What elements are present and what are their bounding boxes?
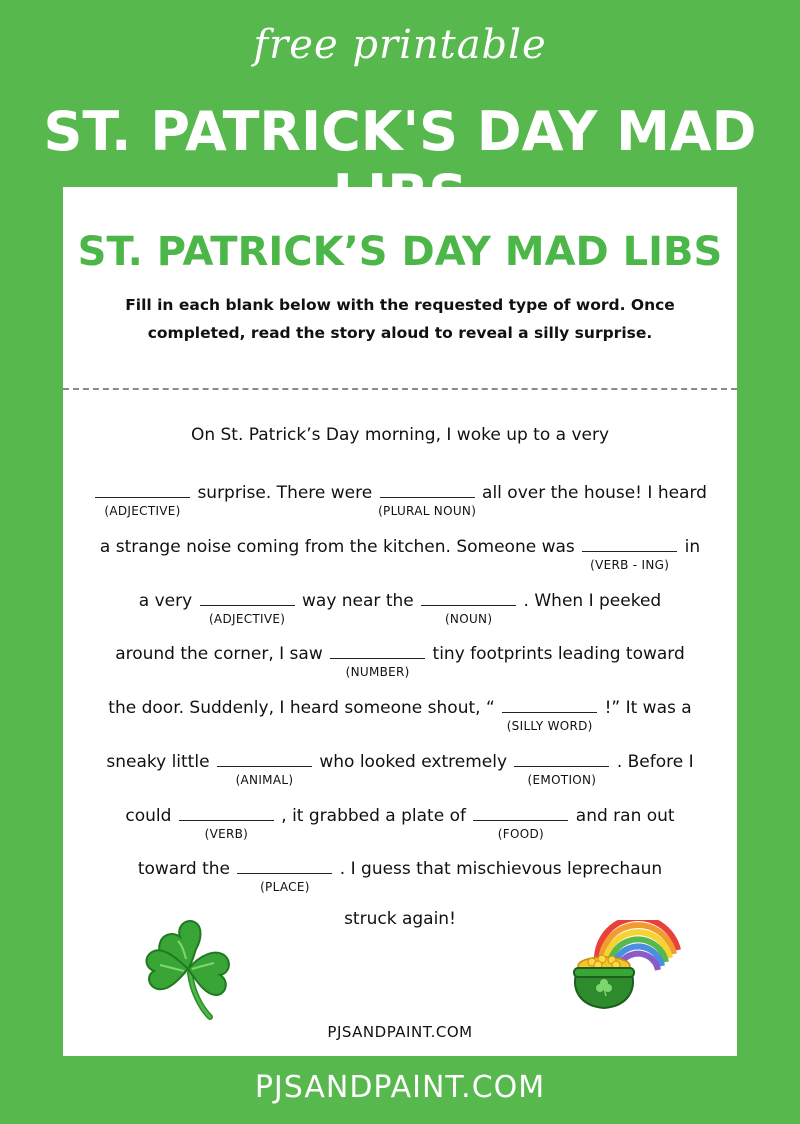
pot-of-gold-rainbow-icon bbox=[568, 920, 683, 1015]
instructions-line-2: completed, read the story aloud to reveal a silly surprise. bbox=[147, 324, 653, 342]
story-text: tiny footprints leading toward bbox=[432, 644, 685, 664]
shamrock-icon bbox=[138, 915, 238, 1021]
blank-number[interactable] bbox=[330, 640, 425, 679]
hint-adjective: (ADJECTIVE) bbox=[208, 612, 286, 626]
story-line-7 bbox=[63, 748, 737, 787]
blank-animal[interactable] bbox=[217, 748, 312, 787]
blank-place[interactable] bbox=[237, 855, 332, 894]
hint-noun: (NOUN) bbox=[444, 612, 493, 626]
blank-silly-word[interactable] bbox=[502, 694, 597, 733]
printable-sheet bbox=[63, 187, 737, 1056]
page-title: ST. PATRICK'S DAY MAD bbox=[43, 100, 757, 163]
hint-number: (NUMBER) bbox=[345, 665, 410, 679]
hint-plural-noun: (PLURAL NOUN) bbox=[378, 504, 477, 518]
free-printable-script: free printable bbox=[253, 22, 547, 68]
story-line-2 bbox=[63, 479, 737, 518]
story-text: surprise. There were bbox=[197, 483, 373, 503]
story-text: sneaky little bbox=[106, 752, 210, 772]
hint-place: (PLACE) bbox=[260, 880, 310, 894]
story-line-5 bbox=[63, 640, 737, 679]
blank-verb-ing[interactable] bbox=[582, 533, 677, 572]
story-text: could bbox=[125, 806, 172, 826]
blank-emotion[interactable] bbox=[514, 748, 609, 787]
story-text: a strange noise coming from the kitchen. Someone was bbox=[99, 537, 575, 557]
story-text: who looked extremely bbox=[319, 752, 508, 772]
story-text: and ran out bbox=[575, 806, 675, 826]
story-text: On St. Patrick’s Day morning, I woke up to a very bbox=[190, 425, 610, 445]
blank-noun[interactable] bbox=[421, 587, 516, 626]
hint-verb: (VERB) bbox=[204, 827, 249, 841]
story-text: . I guess that mischievous leprechaun bbox=[339, 859, 663, 879]
story-line-4 bbox=[63, 587, 737, 626]
story-text: toward the bbox=[137, 859, 230, 879]
story-text: around the corner, I saw bbox=[115, 644, 323, 664]
blank-adjective-2[interactable] bbox=[200, 587, 295, 626]
instructions-line-1: Fill in each blank below with the requested type of word. Once bbox=[125, 296, 675, 314]
cut-line-divider bbox=[63, 388, 737, 390]
instructions bbox=[103, 291, 697, 347]
hint-emotion: (EMOTION) bbox=[527, 773, 597, 787]
story-text: a very bbox=[138, 591, 193, 611]
sheet-footer-url: PJSANDPAINT.COM bbox=[327, 1023, 473, 1041]
story-text: , it grabbed a plate of bbox=[281, 806, 466, 826]
story-line-3 bbox=[63, 533, 737, 572]
blank-food[interactable] bbox=[473, 802, 568, 841]
blank-plural-noun[interactable] bbox=[378, 479, 477, 518]
story-line-9 bbox=[63, 855, 737, 894]
hint-silly-word: (SILLY WORD) bbox=[506, 719, 593, 733]
story-text: struck again! bbox=[344, 909, 456, 929]
hint-animal: (ANIMAL) bbox=[235, 773, 294, 787]
hint-verb-ing: (VERB - ING) bbox=[590, 558, 670, 572]
blank-adjective[interactable] bbox=[95, 479, 190, 518]
story-text: !” It was a bbox=[604, 698, 692, 718]
blank-verb[interactable] bbox=[179, 802, 274, 841]
sheet-title: ST. PATRICK’S DAY MAD LIBS bbox=[77, 229, 723, 275]
story-line-8 bbox=[63, 802, 737, 841]
story-text: way near the bbox=[302, 591, 414, 611]
site-url[interactable]: PJSANDPAINT.COM bbox=[254, 1070, 546, 1105]
story-text: in bbox=[684, 537, 701, 557]
hint-food: (FOOD) bbox=[497, 827, 544, 841]
story-text: . Before I bbox=[616, 752, 694, 772]
story-text: . When I peeked bbox=[523, 591, 662, 611]
hint-adjective: (ADJECTIVE) bbox=[104, 504, 181, 518]
story-line-1 bbox=[63, 425, 737, 445]
story-line-6 bbox=[63, 694, 737, 733]
story-text: the door. Suddenly, I heard someone shout, “ bbox=[108, 698, 495, 718]
story-text: all over the house! I heard bbox=[482, 483, 707, 503]
